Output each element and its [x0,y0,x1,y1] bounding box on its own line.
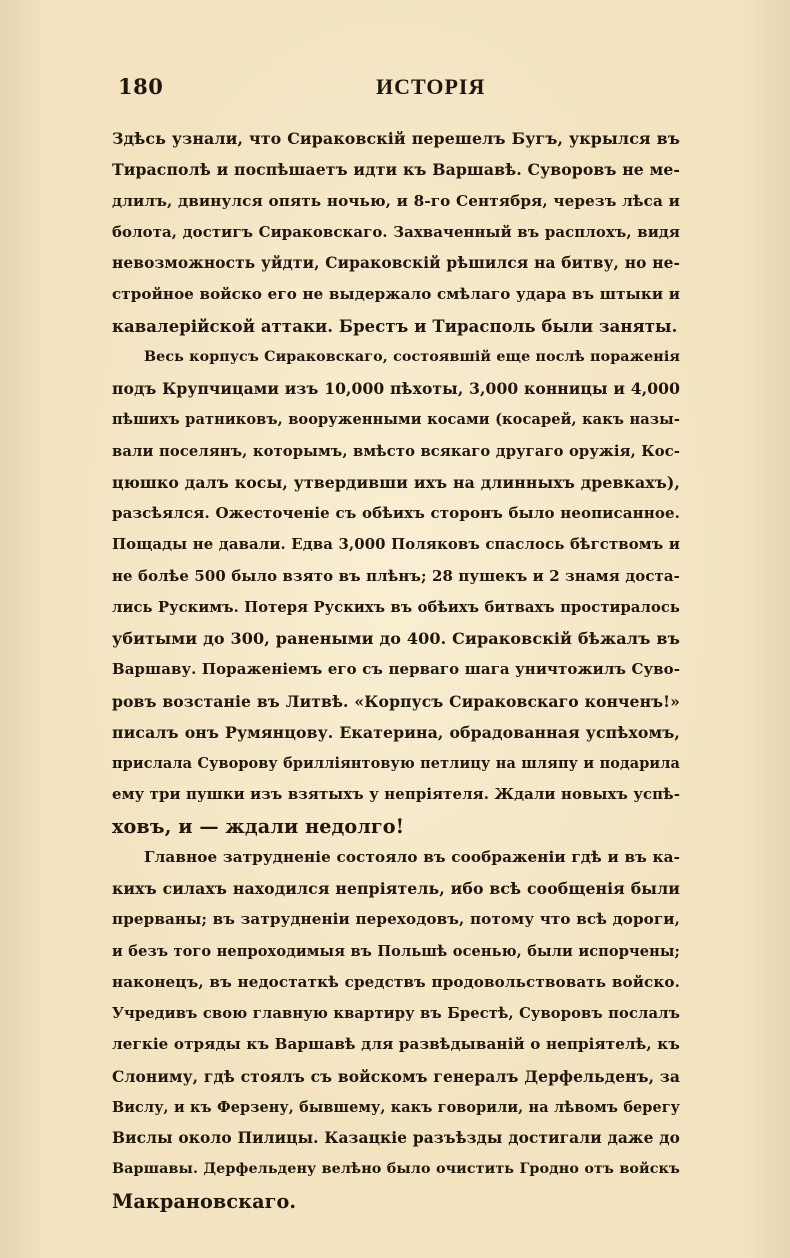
text-line: ровъ возстаніе въ Литвѣ. «Корпусъ Сираковскаго конченъ!» [112,691,680,711]
text-line: Макрановскаго. [112,1189,297,1213]
paragraph-start-line: Главное затрудненіе состояло въ соображеніи гдѣ и въ ка- [144,847,680,866]
text-line: не болѣе 500 было взято въ плѣнъ; 28 пушекъ и 2 знамя доста- [112,566,680,585]
text-line: вали поселянъ, которымъ, вмѣсто всякаго другаго оружія, Кос- [112,442,680,460]
paragraph-start-line: Весь корпусъ Сираковскаго, состоявшій еще послѣ пораженія [144,348,680,365]
text-line: Варшавы. Дерфельдену велѣно было очистить Гродно отъ войскъ [112,1161,680,1178]
text-line: Слониму, гдѣ стоялъ съ войскомъ генералъ Дерфельденъ, за [112,1066,680,1086]
text-line: убитыми до 300, ранеными до 400. Сираковскій бѣжалъ въ [112,629,680,648]
page-header [118,74,674,104]
text-line: цюшко далъ косы, утвердивши ихъ на длинныхъ древкахъ), [112,472,680,492]
text-line: разсѣялся. Ожесточеніе съ обѣихъ сторонъ было неописанное. [112,504,680,522]
text-line: кавалерійской аттаки. Брестъ и Тирасполь были заняты. [112,316,678,336]
text-line: подъ Крупчицами изъ 10,000 пѣхоты, 3,000 конницы и 4,000 [112,379,680,398]
text-line: прерваны; въ затрудненіи переходовъ, потому что всѣ дороги, [112,910,680,929]
text-line: невозможность уйдти, Сираковскій рѣшился на битву, но не- [112,254,680,272]
text-line: Варшаву. Пораженіемъ его съ перваго шага уничтожилъ Суво- [112,660,680,679]
text-line: легкіе отряды къ Варшавѣ для развѣдываній о непріятелѣ, къ [112,1035,680,1054]
text-line: кихъ силахъ находился непріятель, ибо всѣ сообщенія были [112,879,680,898]
text-line: длилъ, двинулся опять ночью, и 8-го Сентября, черезъ лѣса и [112,191,680,210]
text-line: Учредивъ свою главную квартиру въ Брестѣ, Суворовъ послалъ [112,1005,680,1022]
text-line: Пощады не давали. Едва 3,000 Поляковъ спаслось бѣгствомъ и [112,535,680,554]
text-line: Вислы около Пилицы. Казацкіе разъѣзды достигали даже до [112,1129,680,1147]
text-line: ему три пушки изъ взятыхъ у непріятеля. Ждали новыхъ успѣ- [112,785,680,804]
body-text [112,123,680,1217]
text-line: пѣшихъ ратниковъ, вооруженными косами (косарей, какъ назы- [112,411,680,429]
page-number: 180 [118,74,164,99]
text-line: Вислу, и къ Ферзену, бывшему, какъ говорили, на лѣвомъ берегу [112,1098,680,1116]
text-line: ховъ, и — ждали недолго! [112,814,405,838]
text-line: стройное войско его не выдержало смѣлаго удара въ штыки и [112,285,680,304]
running-title: ИСТОРІЯ [376,74,486,99]
text-line: и безъ того непроходимыя въ Польшѣ осенью, были испорчены; [112,942,680,960]
text-line: наконецъ, въ недостаткѣ средствъ продовольствовать войско. [112,972,680,991]
text-line: лись Рускимъ. Потеря Рускихъ въ обѣихъ битвахъ простиралось [112,598,680,616]
text-line: Здѣсь узнали, что Сираковскій перешелъ Бугъ, укрылся въ [112,129,680,148]
text-line: прислала Суворову бриллiянтовую петлицу на шляпу и подарила [112,755,680,772]
text-line: писалъ онъ Румянцову. Екатерина, обрадованная успѣхомъ, [112,722,680,742]
text-line: болота, достигъ Сираковскаго. Захваченный въ расплохъ, видя [112,222,680,241]
text-line: Тирасполѣ и поспѣшаетъ идти къ Варшавѣ. Суворовъ не ме- [112,160,680,180]
